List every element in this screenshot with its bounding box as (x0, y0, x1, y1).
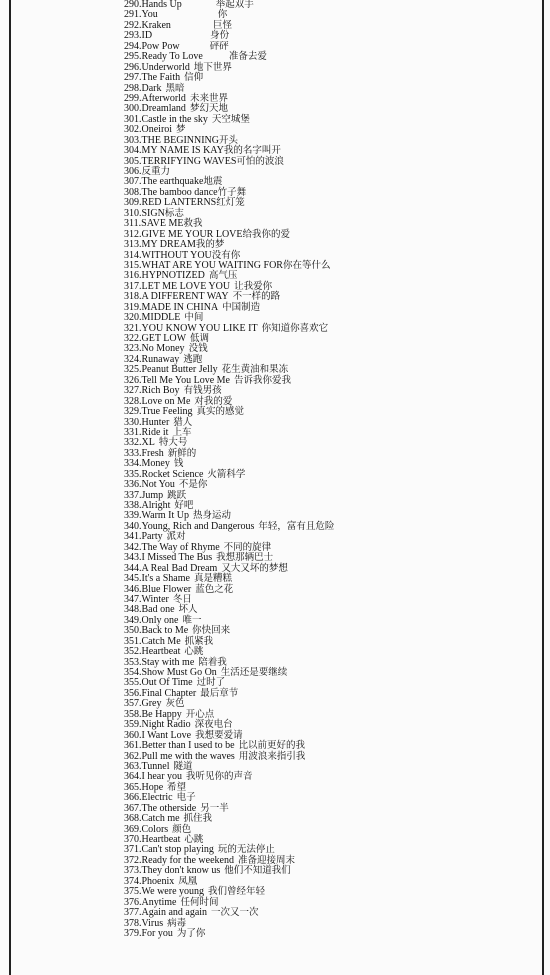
item-chinese-name: 标志 (164, 207, 184, 219)
item-number: 307. (124, 176, 142, 188)
item-number: 353. (124, 656, 142, 668)
item-number: 293. (124, 30, 142, 42)
item-chinese-name: 逃跑 (183, 353, 203, 365)
item-chinese-name: 花生黄油和果冻 (221, 364, 289, 376)
item-number: 345. (124, 573, 142, 585)
item-number: 362. (124, 750, 142, 762)
item-number: 350. (124, 625, 142, 637)
item-chinese-name: 深夜电台 (194, 719, 233, 731)
item-chinese-name: 救我 (183, 218, 203, 230)
item-number: 376. (124, 896, 142, 908)
item-chinese-name: 心跳 (184, 646, 204, 658)
item-number: 302. (124, 124, 142, 136)
item-english-name: No Money (141, 343, 185, 355)
item-chinese-name: 为了你 (176, 927, 206, 939)
item-number: 354. (124, 667, 142, 678)
item-english-name: Winter (141, 593, 169, 605)
item-chinese-name: 有钱男孩 (183, 385, 222, 397)
item-chinese-name: 我听见你的声音 (186, 771, 253, 783)
item-chinese-name: 可怕的波浪 (236, 155, 284, 167)
item-number: 323. (124, 343, 142, 355)
item-chinese-name: 坏人 (178, 604, 198, 616)
item-english-name: HYPNOTIZED (141, 270, 205, 282)
item-chinese-name: 唯一 (182, 614, 202, 626)
list-item (124, 428, 334, 438)
item-english-name: Dark (141, 82, 162, 94)
item-english-name: YOU KNOW YOU LIKE IT (141, 322, 258, 334)
item-english-name: Warm It Up (141, 510, 190, 522)
item-chinese-name: 又大又坏的梦想 (221, 562, 288, 574)
item-english-name: Night Radio (141, 719, 191, 731)
item-number: 347. (124, 593, 142, 605)
item-number: 364. (124, 771, 142, 783)
item-chinese-name: 抓住我 (183, 813, 213, 825)
item-english-name: Out Of Time (141, 677, 193, 689)
item-english-name: ID (141, 30, 153, 42)
item-chinese-name: 上车 (172, 426, 192, 438)
item-number: 340. (124, 520, 142, 532)
item-english-name: Underworld (141, 61, 190, 73)
item-english-name: Heartbeat (141, 834, 181, 845)
item-number: 321. (124, 322, 142, 334)
item-number: 310. (124, 207, 142, 219)
item-english-name: Only one (141, 614, 179, 626)
item-english-name: THE BEGINNING (141, 134, 219, 146)
item-chinese-name: 真实的感觉 (196, 406, 245, 418)
item-chinese-name: 高气压 (208, 270, 238, 282)
item-number: 301. (124, 113, 142, 125)
item-chinese-name: 抓紧我 (184, 635, 214, 647)
item-english-name: Afterworld (141, 92, 186, 104)
item-number: 344. (124, 562, 142, 574)
name-list (124, 0, 334, 939)
item-english-name: Be Happy (141, 708, 182, 720)
item-chinese-name: 最后章节 (200, 687, 239, 699)
list-item (124, 929, 334, 939)
item-chinese-name: 好吧 (174, 500, 194, 511)
item-chinese-name: 梦 (176, 124, 186, 136)
item-english-name: GIVE ME YOUR LOVE (141, 228, 243, 240)
page-border-right (542, 0, 544, 975)
item-number: 331. (124, 426, 142, 438)
item-number: 318. (124, 291, 142, 303)
item-english-name: The otherside (141, 802, 197, 814)
item-english-name: LET ME LOVE YOU (141, 280, 231, 292)
item-number: 369. (124, 823, 142, 835)
item-number: 343. (124, 552, 142, 564)
item-chinese-name: 竹子舞 (217, 186, 247, 198)
item-number: 290. (124, 0, 142, 10)
item-number: 346. (124, 583, 142, 595)
item-number: 363. (124, 760, 142, 772)
item-chinese-name: 准备迎接周末 (237, 854, 295, 866)
item-english-name: I hear you (141, 771, 183, 783)
item-english-name: Virus (141, 917, 164, 929)
item-number: 360. (124, 729, 142, 741)
item-english-name: Alright (141, 500, 171, 511)
item-number: 361. (124, 740, 142, 752)
item-chinese-name: 陪着我 (198, 656, 227, 668)
item-english-name: SAVE ME (141, 218, 184, 230)
item-english-name: Better than I used to be (141, 740, 235, 752)
item-english-name: WITHOUT YOU (141, 249, 212, 261)
item-number: 314. (124, 249, 142, 261)
item-chinese-name: 地下世界 (193, 61, 232, 73)
item-chinese-name: 凤凰 (178, 875, 198, 887)
item-english-name: Tunnel (141, 760, 170, 772)
item-chinese-name: 让我爱你 (234, 280, 273, 292)
item-number: 375. (124, 886, 142, 898)
item-chinese-name: 比以前更好的我 (238, 740, 306, 752)
item-chinese-name: 用波浪来指引我 (238, 750, 306, 762)
item-english-name: Hope (141, 781, 164, 793)
item-english-name: Love on Me (141, 395, 191, 407)
item-chinese-name: 我的名字叫开 (223, 145, 281, 157)
item-chinese-name: 热身运动 (193, 510, 232, 522)
item-number: 374. (124, 875, 142, 887)
item-number: 335. (124, 468, 142, 480)
item-chinese-name: 我想那辆巴士 (216, 552, 274, 564)
item-english-name: Pull me with the waves (141, 750, 235, 762)
item-english-name: Final Chapter (141, 687, 197, 699)
item-english-name: Hunter (141, 416, 170, 428)
item-number: 327. (124, 385, 142, 397)
item-english-name: A Real Bad Dream (141, 562, 218, 574)
item-english-name: SIGN (141, 207, 165, 219)
item-number: 372. (124, 854, 142, 866)
item-number: 313. (124, 239, 142, 251)
item-english-name: The earthquake (141, 176, 204, 188)
item-english-name: I Want Love (141, 729, 192, 741)
item-number: 297. (124, 72, 142, 84)
item-number: 300. (124, 103, 142, 115)
item-number: 308. (124, 186, 142, 198)
item-english-name: Dreamland (141, 103, 186, 115)
item-number: 358. (124, 708, 142, 720)
item-english-name: MY DREAM (141, 239, 196, 251)
item-english-name: Rich Boy (141, 385, 180, 397)
item-english-name: Money (141, 458, 170, 470)
item-english-name: True Feeling (141, 406, 193, 418)
item-chinese-name: 对我的爱 (194, 395, 233, 407)
item-number: 367. (124, 802, 142, 814)
item-chinese-name: 另一半 (200, 802, 229, 814)
item-english-name: Tell Me You Love Me (141, 374, 230, 386)
item-english-name: You (141, 9, 158, 21)
item-english-name: Back to Me (141, 625, 189, 637)
item-number: 322. (124, 333, 142, 344)
item-chinese-name: 不是你 (178, 479, 208, 491)
item-number: 332. (124, 437, 142, 449)
item-chinese-name: 不一样的路 (232, 291, 281, 303)
item-english-name: MY NAME IS KAY (141, 145, 224, 157)
item-english-name: MADE IN CHINA (141, 301, 219, 313)
item-english-name: Young, Rich and Dangerous (141, 520, 255, 532)
item-english-name: Hands Up (141, 0, 182, 10)
item-chinese-name: 我想要爱请 (195, 729, 243, 741)
item-number: 299. (124, 92, 142, 104)
item-number: 326. (124, 374, 142, 386)
item-chinese-name: 我的梦 (195, 239, 225, 251)
item-chinese-name: 我们曾经年轻 (208, 886, 266, 898)
item-chinese-name: 钱 (173, 458, 184, 470)
item-number: 356. (124, 687, 142, 699)
item-chinese-name: 他们不知道我们 (224, 865, 291, 877)
item-chinese-name: 冬日 (172, 593, 192, 605)
item-chinese-name: 黑暗 (165, 82, 185, 94)
item-chinese-name: 心跳 (184, 834, 204, 845)
item-chinese-name: 梦幻天地 (189, 103, 228, 115)
item-english-name: Phoenix (141, 875, 175, 887)
item-chinese-name: 未来世界 (189, 92, 228, 104)
item-english-name: XL (141, 437, 155, 449)
item-english-name: Anytime (141, 896, 177, 908)
item-english-name: Ride it (141, 426, 169, 438)
item-english-name: GET LOW (141, 333, 187, 344)
item-english-name: Pow Pow (141, 40, 180, 52)
item-number: 303. (124, 134, 142, 146)
item-chinese-name: 红灯笼 (216, 197, 245, 209)
item-number: 349. (124, 614, 142, 626)
item-chinese-name: 电子 (176, 792, 196, 804)
item-number: 315. (124, 259, 142, 271)
item-english-name: RED LANTERNS (141, 197, 217, 209)
item-english-name: Stay with me (141, 656, 195, 668)
item-chinese-name: 信仰 (184, 72, 204, 84)
item-chinese-name: 真是糟糕 (193, 573, 232, 585)
item-number: 291. (124, 9, 142, 21)
item-number: 341. (124, 531, 142, 543)
item-chinese-name: 你在等什么 (282, 259, 331, 271)
item-english-name: Blue Flower (141, 583, 192, 595)
item-number: 365. (124, 781, 142, 793)
item-chinese-name: 希望 (167, 781, 187, 793)
item-number: 316. (124, 270, 142, 282)
item-english-name: Catch Me (141, 635, 181, 647)
item-number: 306. (124, 166, 142, 177)
item-english-name: It's a Shame (141, 573, 190, 585)
item-number: 342. (124, 541, 142, 553)
item-number: 336. (124, 479, 142, 491)
item-chinese-name: 没钱 (188, 343, 208, 355)
item-english-name: Electric (141, 792, 173, 804)
item-english-name: Fresh (141, 447, 164, 459)
item-number: 355. (124, 677, 142, 689)
item-number: 370. (124, 834, 142, 845)
item-chinese-name: 低调 (190, 333, 210, 344)
item-number: 305. (124, 155, 142, 167)
item-chinese-name: 生活还是要继续 (220, 667, 288, 678)
item-chinese-name: 特大号 (158, 437, 188, 449)
item-english-name: We were young (141, 886, 205, 898)
item-chinese-name: 巨怪 (212, 19, 232, 31)
item-chinese-name: 身份 (210, 30, 230, 42)
item-english-name: Grey (141, 698, 162, 710)
list-item (124, 21, 334, 31)
item-number: 334. (124, 458, 142, 470)
item-number: 333. (124, 447, 142, 459)
item-english-name: A DIFFERENT WAY (141, 291, 229, 303)
item-english-name: Ready To Love (141, 51, 203, 63)
item-chinese-name: 蓝色之花 (195, 583, 234, 595)
item-english-name: Rocket Science (141, 468, 204, 480)
item-number: 373. (124, 865, 142, 877)
item-number: 339. (124, 510, 142, 522)
item-number: 296. (124, 61, 142, 73)
item-chinese-name: 不同的旋律 (223, 541, 272, 553)
item-chinese-name: 砰砰 (209, 40, 229, 52)
item-chinese-name: 过时了 (196, 677, 226, 689)
item-english-name: Ready for the weekend (141, 854, 234, 866)
item-english-name: Party (141, 531, 163, 543)
item-chinese-name: 举起双手 (215, 0, 254, 10)
item-chinese-name: 玩的无法停止 (217, 844, 275, 856)
item-chinese-name: 你 (217, 9, 228, 21)
item-number: 379. (124, 927, 142, 939)
item-number: 348. (124, 604, 142, 616)
item-chinese-name: 任何时间 (180, 896, 219, 908)
item-number: 328. (124, 395, 142, 407)
item-number: 298. (124, 82, 142, 94)
item-chinese-name: 反重力 (141, 166, 171, 177)
item-chinese-name: 开心点 (185, 708, 215, 720)
item-number: 319. (124, 301, 142, 313)
item-chinese-name: 年轻，富有且危险 (258, 520, 335, 532)
item-chinese-name: 中间 (184, 312, 204, 324)
item-number: 309. (124, 197, 142, 209)
item-chinese-name: 新鲜的 (167, 447, 197, 459)
item-english-name: WHAT ARE YOU WAITING FOR (141, 259, 283, 271)
item-english-name: They don't know us (141, 865, 221, 877)
item-number: 311. (124, 218, 142, 230)
item-chinese-name: 告诉我你爱我 (233, 374, 291, 386)
item-number: 312. (124, 228, 142, 240)
item-number: 352. (124, 646, 142, 658)
item-chinese-name: 地震 (203, 176, 223, 188)
item-english-name: Jump (141, 489, 164, 501)
item-number: 325. (124, 364, 142, 376)
item-number: 304. (124, 145, 142, 157)
item-english-name: The bamboo dance (141, 186, 218, 198)
item-chinese-name: 一次又一次 (211, 907, 259, 919)
item-chinese-name: 开头 (219, 134, 239, 146)
item-number: 357. (124, 698, 142, 710)
item-english-name: Show Must Go On (141, 667, 217, 678)
item-english-name: Can't stop playing (141, 844, 214, 856)
item-english-name: Castle in the sky (141, 113, 208, 125)
item-english-name: I Missed The Bus (141, 552, 213, 564)
item-english-name: Catch me (141, 813, 180, 825)
item-number: 330. (124, 416, 142, 428)
item-english-name: Runaway (141, 353, 180, 365)
item-chinese-name: 隧道 (173, 760, 193, 772)
item-number: 317. (124, 280, 142, 292)
item-chinese-name: 给我你的爱 (242, 228, 291, 240)
item-number: 324. (124, 353, 142, 365)
item-english-name: Again and again (141, 907, 208, 919)
page-border-left (9, 0, 11, 975)
item-number: 377. (124, 907, 142, 919)
item-english-name: Bad one (141, 604, 175, 616)
item-number: 292. (124, 19, 142, 31)
item-number: 329. (124, 406, 142, 418)
item-number: 351. (124, 635, 142, 647)
item-chinese-name: 中国制造 (222, 301, 261, 313)
item-chinese-name: 派对 (166, 531, 186, 543)
item-chinese-name: 准备去爱 (228, 51, 267, 63)
item-chinese-name: 猎人 (173, 416, 193, 428)
item-chinese-name: 火箭科学 (207, 468, 246, 480)
item-number: 368. (124, 813, 142, 825)
item-english-name: Peanut Butter Jelly (141, 364, 218, 376)
item-number: 320. (124, 312, 142, 324)
item-english-name: Colors (141, 823, 169, 835)
item-chinese-name: 灰色 (165, 698, 185, 710)
item-english-name: TERRIFYING WAVES (141, 155, 237, 167)
item-chinese-name: 你知道你喜欢它 (261, 322, 329, 334)
item-number: 371. (124, 844, 142, 856)
item-chinese-name: 跳跃 (167, 489, 187, 501)
item-chinese-name: 你快回来 (192, 625, 231, 637)
item-number: 359. (124, 719, 142, 731)
item-english-name: MIDDLE (141, 312, 181, 324)
item-english-name: Heartbeat (141, 646, 181, 658)
item-english-name: Oneiroi (141, 124, 173, 136)
item-english-name: The Faith (141, 72, 181, 84)
item-english-name: For you (141, 927, 173, 939)
item-number: 338. (124, 500, 142, 511)
item-chinese-name: 天空城堡 (211, 113, 250, 125)
item-number: 294. (124, 40, 142, 52)
item-english-name: Not You (141, 479, 175, 491)
item-number: 337. (124, 489, 142, 501)
item-number: 378. (124, 917, 142, 929)
item-chinese-name: 没有你 (211, 249, 241, 261)
item-english-name: Kraken (141, 19, 171, 31)
item-chinese-name: 病毒 (167, 917, 187, 929)
item-number: 295. (124, 51, 142, 63)
item-chinese-name: 颜色 (172, 823, 192, 835)
item-number: 366. (124, 792, 142, 804)
item-english-name: The Way of Rhyme (141, 541, 220, 553)
